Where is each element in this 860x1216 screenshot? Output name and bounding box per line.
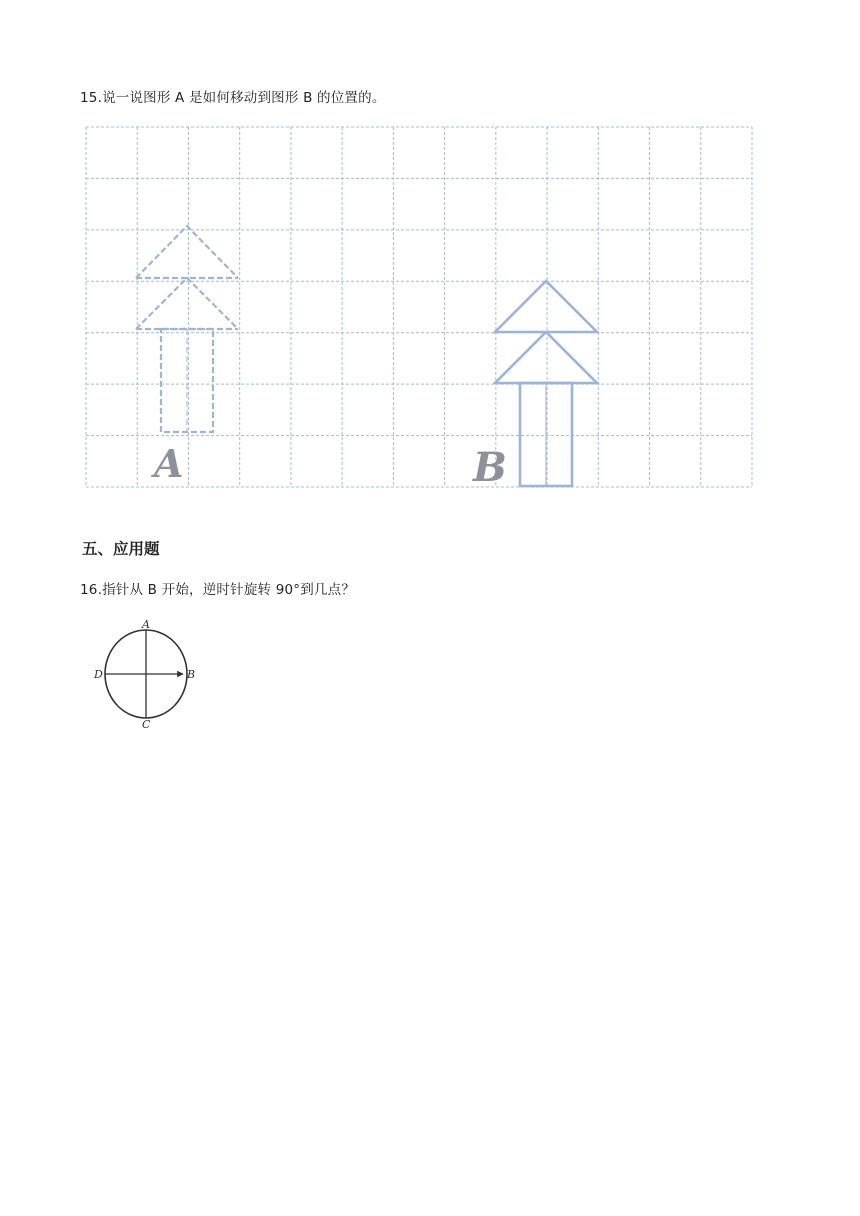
dial-label-bottom: C bbox=[142, 718, 151, 731]
grid-figure-translation bbox=[82, 123, 754, 491]
question-16-text: 16.指针从 B 开始，逆时针旋转 90°到几点？ bbox=[80, 582, 356, 598]
shape-b-label: B bbox=[473, 444, 507, 491]
rotation-dial-figure bbox=[92, 616, 202, 732]
question-15-text: 15.说一说图形 A 是如何移动到图形 B 的位置的。 bbox=[80, 90, 386, 106]
section-5-heading: 五、应用题 bbox=[82, 540, 160, 558]
dial-label-right: B bbox=[187, 668, 196, 681]
dial-label-top: A bbox=[142, 618, 150, 631]
dial-label-left: D bbox=[94, 668, 103, 681]
shape-a-label: A bbox=[154, 441, 184, 486]
